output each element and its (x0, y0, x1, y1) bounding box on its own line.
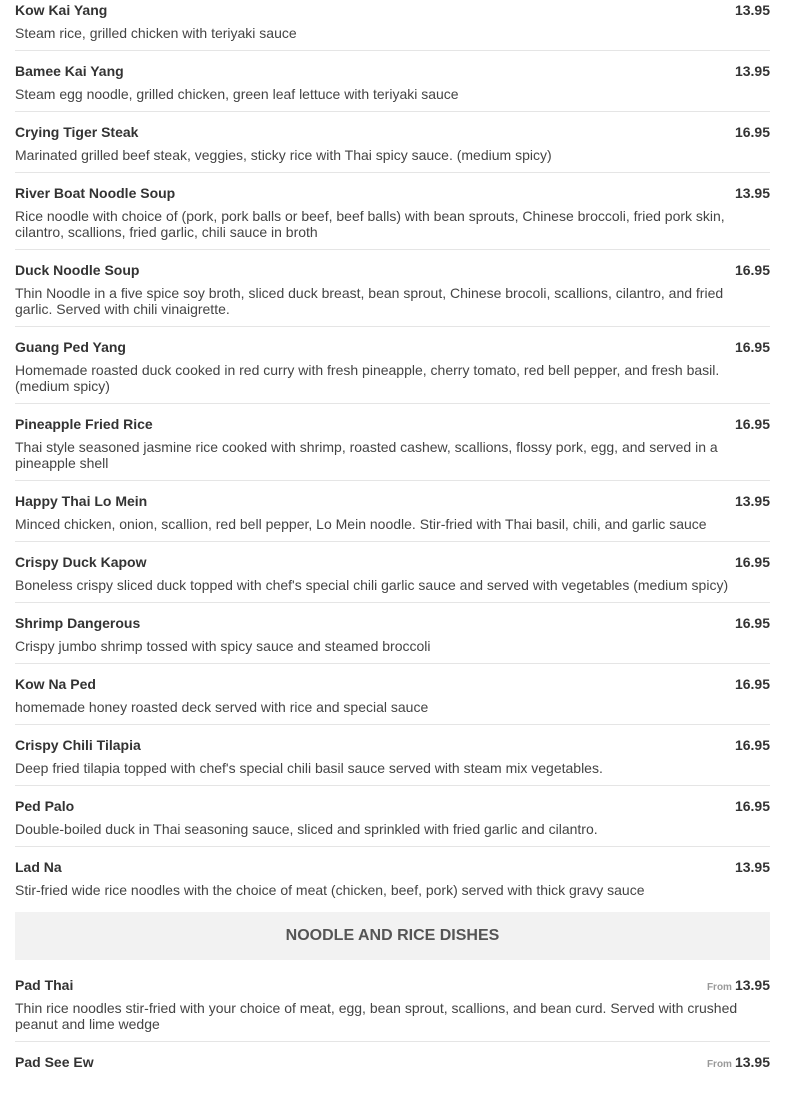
menu-item[interactable] (15, 404, 770, 481)
item-description: Rice noodle with choice of (pork, pork balls or beef, beef balls) with bean sprouts, Chinese broccoli, fried pork skin, cilantro, scallions, fried garlic, chili sauce in broth (15, 208, 725, 240)
item-description: Thin rice noodles stir-fried with your choice of meat, egg, bean sprout, scallions, and bean curd. Served with crushed peanut and lime wedge (15, 1000, 738, 1032)
item-price: 13.95 (734, 63, 770, 79)
item-price: 13.95 (734, 493, 770, 509)
item-description: Thin Noodle in a five spice soy broth, sliced duck breast, bean sprout, Chinese brocoli, scallions, cilantro, and fried garlic. Served with chili vinaigrette. (15, 285, 724, 317)
menu-item[interactable] (15, 603, 770, 664)
item-description: Crispy jumbo shrimp tossed with spicy sauce and steamed broccoli (15, 638, 431, 654)
item-price: 16.95 (734, 339, 770, 355)
menu-item[interactable] (15, 786, 770, 847)
item-price-group (707, 1052, 770, 1075)
section-header: NOODLE AND RICE DISHES (15, 912, 770, 960)
item-description: Stir-fried wide rice noodles with the choice of meat (chicken, beef, pork) served with thick gravy sauce (15, 882, 645, 898)
item-price: 16.95 (734, 554, 770, 570)
item-price-group (707, 975, 770, 998)
item-name: Ped Palo (15, 798, 75, 814)
menu-item[interactable] (15, 112, 770, 173)
item-name: Crying Tiger Steak (15, 124, 139, 140)
menu-list (15, 0, 770, 1081)
item-description: Steam egg noodle, grilled chicken, green leaf lettuce with teriyaki sauce (15, 86, 459, 102)
item-name: Bamee Kai Yang (15, 63, 124, 79)
item-price: 13.95 (734, 1054, 770, 1070)
item-price: 16.95 (734, 416, 770, 432)
item-description: Double-boiled duck in Thai seasoning sauce, sliced and sprinkled with fried garlic and cilantro. (15, 821, 598, 837)
menu-item[interactable] (15, 51, 770, 112)
menu-item[interactable] (15, 542, 770, 603)
item-description: Thai style seasoned jasmine rice cooked with shrimp, roasted cashew, scallions, flossy pork, egg, and served in a pineapple shell (15, 439, 718, 471)
item-price: 16.95 (734, 676, 770, 692)
item-description: Minced chicken, onion, scallion, red bell pepper, Lo Mein noodle. Stir-fried with Thai basil, chili, and garlic sauce (15, 516, 707, 532)
item-name: Shrimp Dangerous (15, 615, 141, 631)
item-name: Crispy Chili Tilapia (15, 737, 141, 753)
menu-item[interactable] (15, 725, 770, 786)
item-description: Steam rice, grilled chicken with teriyaki sauce (15, 25, 297, 41)
menu-item[interactable] (15, 664, 770, 725)
item-price: 13.95 (734, 977, 770, 993)
item-name: Kow Na Ped (15, 676, 96, 692)
item-name: Lad Na (15, 859, 62, 875)
menu-item[interactable] (15, 481, 770, 542)
item-price: 13.95 (734, 2, 770, 18)
menu-item[interactable] (15, 847, 770, 907)
item-name: Pad Thai (15, 977, 74, 993)
menu-item[interactable] (15, 965, 770, 1042)
item-name: Guang Ped Yang (15, 339, 126, 355)
item-price: 16.95 (734, 737, 770, 753)
item-description: homemade honey roasted deck served with rice and special sauce (15, 699, 429, 715)
menu-item[interactable] (15, 1042, 770, 1081)
item-price: 13.95 (734, 185, 770, 201)
item-price: 16.95 (734, 798, 770, 814)
menu-item[interactable] (15, 0, 770, 51)
item-name: River Boat Noodle Soup (15, 185, 176, 201)
item-price: 13.95 (734, 859, 770, 875)
from-label: From (706, 1059, 732, 1070)
item-name: Pad See Ew (15, 1054, 94, 1070)
item-price: 16.95 (734, 262, 770, 278)
item-description: Homemade roasted duck cooked in red curry with fresh pineapple, cherry tomato, red bell pepper, and fresh basil. (medium spicy) (15, 362, 720, 394)
item-price: 16.95 (734, 615, 770, 631)
item-name: Crispy Duck Kapow (15, 554, 147, 570)
item-name: Kow Kai Yang (15, 2, 108, 18)
menu-item[interactable] (15, 327, 770, 404)
item-name: Pineapple Fried Rice (15, 416, 153, 432)
from-label: From (706, 982, 732, 993)
item-price: 16.95 (734, 124, 770, 140)
item-description: Marinated grilled beef steak, veggies, sticky rice with Thai spicy sauce. (medium spicy) (15, 147, 552, 163)
item-name: Duck Noodle Soup (15, 262, 140, 278)
item-description: Boneless crispy sliced duck topped with chef's special chili garlic sauce and served with vegetables (medium spicy) (15, 577, 729, 593)
menu-item[interactable] (15, 173, 770, 250)
item-name: Happy Thai Lo Mein (15, 493, 148, 509)
item-description: Deep fried tilapia topped with chef's special chili basil sauce served with steam mix vegetables. (15, 760, 603, 776)
menu-item[interactable] (15, 250, 770, 327)
